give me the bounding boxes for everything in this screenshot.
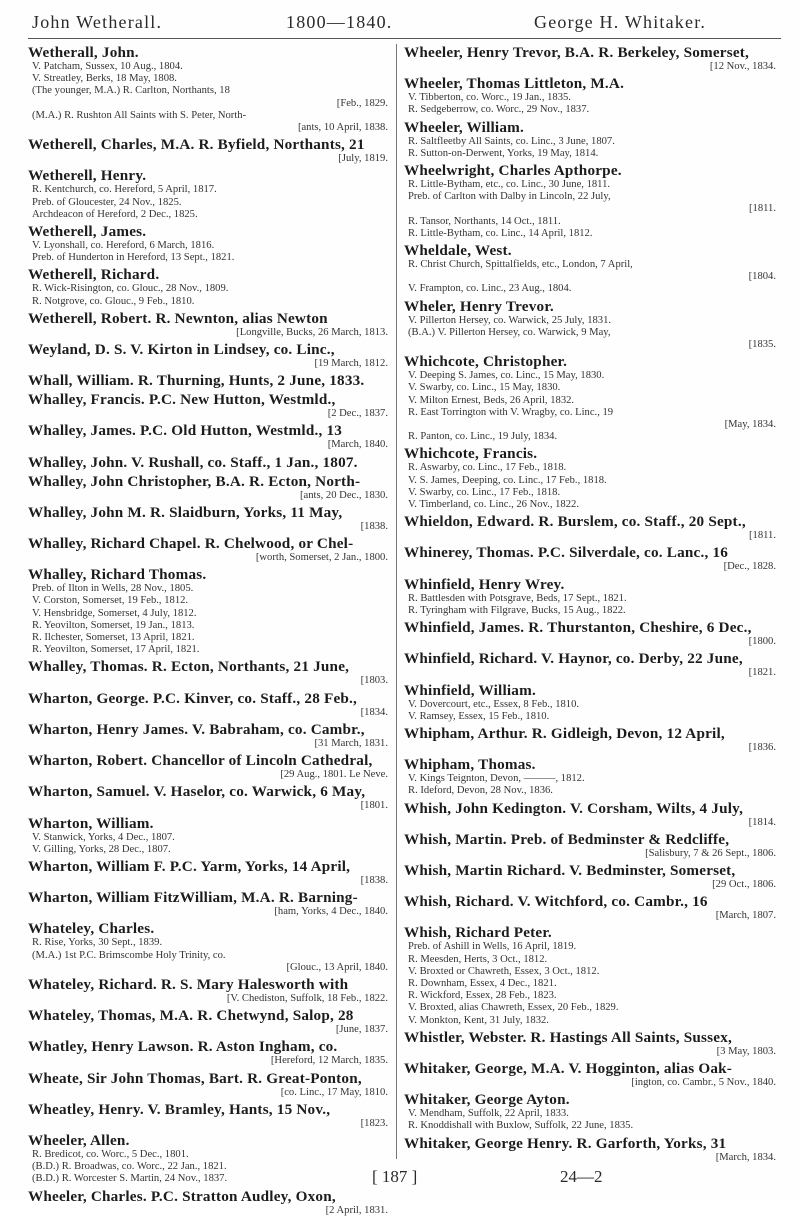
clergy-entry — [404, 1091, 776, 1132]
clergy-entry — [28, 266, 388, 307]
entry-name: Wetherell, Richard. — [28, 266, 160, 284]
entry-line: [Feb., 1829. — [336, 97, 388, 109]
clergy-entry — [28, 976, 388, 1005]
entry-line: [Glouc., 13 April, 1840. — [286, 961, 388, 973]
entry-line: (M.A.) R. Rushton All Saints with S. Peter, North- — [32, 109, 247, 121]
entry-name: Whish, Martin Richard. V. Bedminster, Somerset, — [404, 861, 736, 879]
entry-line: R. Little-Bytham, co. Linc., 14 April, 1812. — [408, 227, 593, 239]
entry-name: Whish, Richard. V. Witchford, co. Cambr., 16 — [404, 893, 708, 911]
clergy-entry — [404, 353, 776, 443]
entry-line: [1834. — [360, 706, 388, 718]
entry-line: R. Wick-Risington, co. Glouc., 28 Nov., 1809. — [32, 283, 229, 295]
entry-line: [2 Dec., 1837. — [327, 408, 388, 420]
entry-line: [29 Oct., 1806. — [712, 878, 776, 890]
entry-name: Whinfield, Henry Wrey. — [404, 575, 565, 593]
clergy-entry — [28, 1070, 388, 1099]
clergy-entry — [28, 341, 388, 370]
entry-line: [March, 1807. — [715, 910, 776, 922]
entry-line: V. Dovercourt, etc., Essex, 8 Feb., 1810. — [408, 698, 580, 710]
entry-line: R. Aswarby, co. Linc., 17 Feb., 1818. — [408, 462, 567, 474]
entry-line: V. Stanwick, Yorks, 4 Dec., 1807. — [32, 831, 175, 843]
entry-name: Whitaker, George Ayton. — [404, 1091, 570, 1109]
running-head-date-range: 1800—1840. — [286, 12, 393, 32]
entry-line: [12 Nov., 1834. — [709, 61, 776, 72]
entry-line: V. Hensbridge, Somerset, 4 July, 1812. — [32, 607, 197, 619]
entry-name: Wheler, Henry Trevor. — [404, 297, 554, 315]
entry-name: Whipham, Thomas. — [404, 756, 536, 774]
entry-line: R. Saltfleetby All Saints, co. Linc., 3 June, 1807. — [408, 135, 615, 147]
entry-name: Whichcote, Christopher. — [404, 353, 568, 371]
clergy-entry — [404, 619, 776, 648]
entry-line: R. Meesden, Herts, 3 Oct., 1812. — [408, 953, 548, 965]
entry-line: V. Mendham, Suffolk, 22 April, 1833. — [408, 1108, 569, 1120]
entry-line: V. Swarby, co. Linc., 17 Feb., 1818. — [408, 486, 561, 498]
entry-line: V. Swarby, co. Linc., 15 May, 1830. — [408, 382, 561, 394]
running-head-left: John Wetherall. — [32, 12, 163, 32]
entry-name: Wharton, Henry James. V. Babraham, co. Cambr., — [28, 720, 365, 738]
entry-line: V. Milton Ernest, Beds, 26 April, 1832. — [408, 394, 575, 406]
entry-name: Wheeler, Allen. — [28, 1131, 130, 1149]
entry-line: R. Bredicot, co. Worc., 5 Dec., 1801. — [32, 1148, 189, 1160]
clergy-entry — [28, 167, 388, 221]
clergy-entry — [404, 682, 776, 723]
entry-line: V. Timberland, co. Linc., 26 Nov., 1822. — [408, 499, 579, 511]
entry-name: Whinfield, James. R. Thurstanton, Cheshire, 6 Dec., — [404, 619, 752, 637]
clergy-entry — [28, 504, 388, 533]
entry-line: V. Patcham, Sussex, 10 Aug., 1804. — [32, 61, 183, 72]
entry-line: [March, 1840. — [327, 439, 388, 451]
entry-name: Whinfield, Richard. V. Haynor, co. Derby, 22 June, — [404, 650, 743, 668]
entry-line: [1836. — [748, 741, 776, 753]
running-head-right: George H. Whitaker. — [534, 12, 707, 32]
entry-line: [1801. — [360, 800, 388, 812]
entry-name: Whalley, John. V. Rushall, co. Staff., 1 Jan., 1807. — [28, 453, 358, 471]
entry-line: [ants, 20 Dec., 1830. — [300, 489, 388, 501]
entry-line: Preb. of Ilton in Wells, 28 Nov., 1805. — [32, 583, 194, 595]
entry-line: R. Notgrove, co. Glouc., 9 Feb., 1810. — [32, 295, 195, 307]
entry-name: Whish, Martin. Preb. of Bedminster & Redcliffe, — [404, 830, 730, 848]
entry-line: [ants, 10 April, 1838. — [297, 122, 388, 134]
entry-name: Wharton, William F. P.C. Yarm, Yorks, 14 April, — [28, 857, 351, 875]
entry-line: V. S. James, Deeping, co. Linc., 17 Feb., 1818. — [408, 474, 607, 486]
entry-name: Wharton, William FitzWilliam, M.A. R. Barning- — [28, 889, 358, 907]
entry-line: R. Tansor, Northants, 14 Oct., 1811. — [408, 215, 561, 227]
entry-name: Wetherall, John. — [28, 44, 139, 61]
entry-line: [worth, Somerset, 2 Jan., 1800. — [255, 552, 388, 564]
entry-line: (M.A.) 1st P.C. Brimscombe Holy Trinity, co. — [32, 949, 226, 961]
entry-line: [July, 1819. — [338, 153, 388, 165]
entry-name: Wharton, Samuel. V. Haselor, co. Warwick, 6 May, — [28, 783, 366, 801]
clergy-entry — [28, 1101, 388, 1130]
clergy-entry — [28, 858, 388, 887]
entry-line: [1800. — [748, 636, 776, 648]
entry-line: R. Sedgeberrow, co. Worc., 29 Nov., 1837. — [408, 104, 590, 116]
entry-name: Whalley, Richard Thomas. — [28, 566, 207, 584]
clergy-entry — [28, 889, 388, 918]
entry-line: R. Yeovilton, Somerset, 17 April, 1821. — [32, 644, 200, 656]
header-rule — [28, 38, 781, 39]
clergy-entry — [28, 535, 388, 564]
entry-name: Whatley, Henry Lawson. R. Aston Ingham, co. — [28, 1038, 338, 1056]
entry-name: Wheeler, William. — [404, 118, 524, 136]
entry-name: Wetherell, Robert. R. Newnton, alias Newton — [28, 309, 328, 327]
clergy-entry — [28, 136, 388, 165]
entry-line: [19 March, 1812. — [314, 358, 388, 370]
entry-line: R. Battlesden with Potsgrave, Beds, 17 Sept., 1821. — [408, 592, 627, 604]
entry-line: V. Tibberton, co. Worc., 19 Jan., 1835. — [408, 92, 571, 104]
entry-name: Wetherell, Charles, M.A. R. Byfield, Northants, 21 — [28, 136, 365, 154]
clergy-entry — [404, 1029, 776, 1058]
page-number: [ 187 ] — [372, 1167, 418, 1186]
entry-name: Wheelwright, Charles Apthorpe. — [404, 162, 622, 180]
clergy-entry — [28, 391, 388, 420]
entry-name: Whitaker, George, M.A. V. Hogginton, alias Oak- — [404, 1059, 733, 1077]
clergy-entry — [28, 310, 388, 339]
entry-line: Archdeacon of Hereford, 2 Dec., 1825. — [32, 208, 198, 220]
entry-name: Whistler, Webster. R. Hastings All Saints, Sussex, — [404, 1028, 733, 1046]
entry-line: [March, 1834. — [715, 1151, 776, 1163]
entry-name: Whipham, Arthur. R. Gidleigh, Devon, 12 April, — [404, 724, 725, 742]
clergy-entry — [404, 513, 776, 542]
entry-name: Wharton, Robert. Chancellor of Lincoln Cathedral, — [28, 752, 373, 770]
clergy-entry — [28, 566, 388, 656]
clergy-entry — [404, 924, 776, 1026]
entry-line: (B.D.) R. Worcester S. Martin, 24 Nov., 1837. — [32, 1173, 228, 1185]
clergy-entry — [28, 223, 388, 264]
clergy-entry — [404, 1135, 776, 1164]
clergy-entry — [28, 920, 388, 974]
entry-line: [1804. — [748, 271, 776, 283]
entry-name: Wheeler, Henry Trevor, B.A. R. Berkeley, Somerset, — [404, 44, 750, 61]
entry-line: [29 Aug., 1801. Le Neve. — [280, 769, 388, 781]
clergy-entry — [404, 544, 776, 573]
clergy-entry — [404, 576, 776, 617]
entry-line: [Salisbury, 7 & 26 Sept., 1806. — [645, 847, 776, 859]
entry-line: R. Wickford, Essex, 28 Feb., 1823. — [408, 990, 557, 1002]
entry-line: R. Kentchurch, co. Hereford, 5 April, 1817. — [32, 184, 217, 196]
entry-line: V. Gilling, Yorks, 28 Dec., 1807. — [32, 843, 171, 855]
entry-line: [ington, co. Cambr., 5 Nov., 1840. — [631, 1076, 776, 1088]
entry-name: Whalley, Francis. P.C. New Hutton, Westmld., — [28, 391, 336, 409]
entry-line: [1821. — [748, 667, 776, 679]
entry-line: R. Sutton-on-Derwent, Yorks, 19 May, 1814. — [408, 147, 599, 159]
entry-name: Whichcote, Francis. — [404, 445, 538, 463]
entry-line: Preb. of Hunderton in Hereford, 13 Sept., 1821. — [32, 252, 235, 264]
entry-line: [1803. — [360, 675, 388, 687]
column-divider — [396, 44, 397, 1159]
entry-line: R. Downham, Essex, 4 Dec., 1821. — [408, 977, 557, 989]
entry-line: R. East Torrington with V. Wragby, co. Linc., 19 — [408, 406, 614, 418]
right-column — [404, 44, 776, 1162]
entry-name: Whall, William. R. Thurning, Hunts, 2 June, 1833. — [28, 372, 365, 390]
clergy-entry — [404, 756, 776, 797]
entry-line: [1838. — [360, 520, 388, 532]
clergy-entry — [28, 752, 388, 781]
entry-name: Whalley, James. P.C. Old Hutton, Westmld., 13 — [28, 422, 343, 440]
entry-line: R. Ideford, Devon, 28 Nov., 1836. — [408, 785, 553, 797]
clergy-entry — [28, 44, 388, 134]
left-column — [28, 44, 388, 1216]
entry-name: Wharton, William. — [28, 814, 154, 832]
entry-line: [ham, Yorks, 4 Dec., 1840. — [274, 906, 388, 918]
clergy-entry — [404, 44, 776, 73]
clergy-entry — [28, 690, 388, 719]
entry-line: [1823. — [360, 1117, 388, 1129]
entry-name: Whalley, John M. R. Slaidburn, Yorks, 11 May, — [28, 503, 343, 521]
entry-line: R. Panton, co. Linc., 19 July, 1834. — [408, 431, 558, 443]
entry-line: [Dec., 1828. — [723, 561, 776, 573]
entry-line: [1838. — [360, 874, 388, 886]
clergy-entry — [404, 725, 776, 754]
clergy-entry — [404, 893, 776, 922]
clergy-entry — [404, 445, 776, 511]
entry-name: Wheldale, West. — [404, 242, 512, 260]
entry-line: Preb. of Carlton with Dalby in Lincoln, 22 July, — [408, 191, 611, 203]
clergy-entry — [404, 75, 776, 116]
entry-line: R. Christ Church, Spittalfields, etc., London, 7 April, — [408, 259, 633, 271]
entry-line: Preb. of Gloucester, 24 Nov., 1825. — [32, 196, 182, 208]
entry-name: Wheate, Sir John Thomas, Bart. R. Great-Ponton, — [28, 1069, 362, 1087]
entry-line: [June, 1837. — [335, 1024, 388, 1036]
entry-name: Wheatley, Henry. V. Bramley, Hants, 15 Nov., — [28, 1100, 331, 1118]
clergy-entry — [28, 658, 388, 687]
entry-line: [3 May, 1803. — [716, 1045, 776, 1057]
entry-name: Whateley, Charles. — [28, 920, 155, 938]
entry-line: [V. Chediston, Suffolk, 18 Feb., 1822. — [226, 992, 388, 1004]
entry-line: [1814. — [748, 816, 776, 828]
running-head — [28, 8, 781, 38]
entry-name: Wharton, George. P.C. Kinver, co. Staff., 28 Feb., — [28, 689, 358, 707]
entry-name: Wheeler, Thomas Littleton, M.A. — [404, 75, 625, 93]
entry-line: [May, 1834. — [724, 419, 776, 431]
entry-line: R. Tyringham with Filgrave, Bucks, 15 Aug., 1822. — [408, 604, 626, 616]
clergy-entry — [404, 800, 776, 829]
entry-line: [1835. — [748, 339, 776, 351]
entry-line: [1811. — [749, 203, 776, 215]
entry-line: V. Broxted or Chawreth, Essex, 3 Oct., 1812. — [408, 965, 600, 977]
clergy-entry — [404, 1060, 776, 1089]
entry-name: Wetherell, Henry. — [28, 167, 147, 185]
entry-name: Weyland, D. S. V. Kirton in Lindsey, co. Linc., — [28, 341, 335, 359]
clergy-entry — [404, 119, 776, 160]
entry-line: V. Frampton, co. Linc., 23 Aug., 1804. — [408, 283, 572, 295]
signature-mark: 24—2 — [560, 1167, 603, 1186]
entry-name: Whateley, Richard. R. S. Mary Halesworth with — [28, 975, 349, 993]
entry-line: Preb. of Ashill in Wells, 16 April, 1819. — [408, 941, 577, 953]
entry-line: [2 April, 1831. — [325, 1204, 388, 1216]
entry-line: V. Kings Teignton, Devon, ———, 1812. — [408, 773, 585, 785]
clergy-entry — [404, 298, 776, 352]
entry-line: (The younger, M.A.) R. Carlton, Northants, 18 — [32, 85, 230, 97]
clergy-entry — [28, 783, 388, 812]
clergy-entry — [28, 721, 388, 750]
entry-name: Wheeler, Charles. P.C. Stratton Audley, Oxon, — [28, 1187, 336, 1205]
entry-line: V. Streatley, Berks, 18 May, 1808. — [32, 73, 177, 85]
entry-line: [Longville, Bucks, 26 March, 1813. — [236, 326, 388, 338]
entry-line: V. Broxted, alias Chawreth, Essex, 20 Feb., 1829. — [408, 1002, 619, 1014]
entry-line: [Hereford, 12 March, 1835. — [270, 1055, 388, 1067]
entry-name: Whalley, Richard Chapel. R. Chelwood, or Chel- — [28, 535, 354, 553]
entry-line: R. Yeovilton, Somerset, 19 Jan., 1813. — [32, 619, 195, 631]
clergy-entry — [28, 1038, 388, 1067]
entry-line: (B.A.) V. Pillerton Hersey, co. Warwick, 9 May, — [408, 326, 611, 338]
clergy-entry — [404, 242, 776, 296]
entry-name: Whalley, Thomas. R. Ecton, Northants, 21 June, — [28, 658, 350, 676]
clergy-entry — [28, 372, 388, 389]
entry-line: [31 March, 1831. — [314, 737, 388, 749]
clergy-entry — [28, 1007, 388, 1036]
entry-name: Whish, Richard Peter. — [404, 924, 552, 942]
entry-name: Wetherell, James. — [28, 223, 147, 241]
entry-line: R. Ilchester, Somerset, 13 April, 1821. — [32, 632, 195, 644]
entry-line: V. Lyonshall, co. Hereford, 6 March, 1816. — [32, 240, 215, 252]
entry-name: Whitaker, George Henry. R. Garforth, Yorks, 31 — [404, 1134, 727, 1152]
entry-line: (B.D.) R. Broadwas, co. Worc., 22 Jan., 1821. — [32, 1161, 227, 1173]
entry-name: Whinerey, Thomas. P.C. Silverdale, co. Lanc., 16 — [404, 544, 729, 562]
entry-line: V. Ramsey, Essex, 15 Feb., 1810. — [408, 710, 550, 722]
entry-line: R. Rise, Yorks, 30 Sept., 1839. — [32, 937, 163, 949]
clergy-entry — [404, 831, 776, 860]
entry-name: Whieldon, Edward. R. Burslem, co. Staff., 20 Sept., — [404, 513, 746, 531]
clergy-entry — [28, 815, 388, 856]
clergy-entry — [28, 473, 388, 502]
clergy-entry — [28, 454, 388, 471]
entry-line: V. Deeping S. James, co. Linc., 15 May, 1830. — [408, 370, 605, 382]
entry-line: R. Knoddishall with Buxlow, Suffolk, 22 June, 1835. — [408, 1120, 634, 1132]
entry-line: V. Corston, Somerset, 19 Feb., 1812. — [32, 595, 189, 607]
entry-line: V. Pillerton Hersey, co. Warwick, 25 July, 1831. — [408, 314, 612, 326]
entry-name: Whish, John Kedington. V. Corsham, Wilts, 4 July, — [404, 799, 744, 817]
clergy-entry — [404, 650, 776, 679]
clergy-entry — [404, 862, 776, 891]
entry-name: Whalley, John Christopher, B.A. R. Ecton, North- — [28, 472, 361, 490]
entry-line: [co. Linc., 17 May, 1810. — [280, 1086, 388, 1098]
entry-line: V. Monkton, Kent, 31 July, 1832. — [408, 1014, 549, 1026]
entry-name: Whateley, Thomas, M.A. R. Chetwynd, Salop, 28 — [28, 1007, 354, 1025]
entry-line: R. Little-Bytham, etc., co. Linc., 30 June, 1811. — [408, 179, 611, 191]
entry-name: Whinfield, William. — [404, 681, 536, 699]
page-footer — [0, 1165, 801, 1195]
entry-line: [1811. — [749, 530, 776, 542]
clergy-entry — [28, 422, 388, 451]
clergy-entry — [404, 162, 776, 240]
